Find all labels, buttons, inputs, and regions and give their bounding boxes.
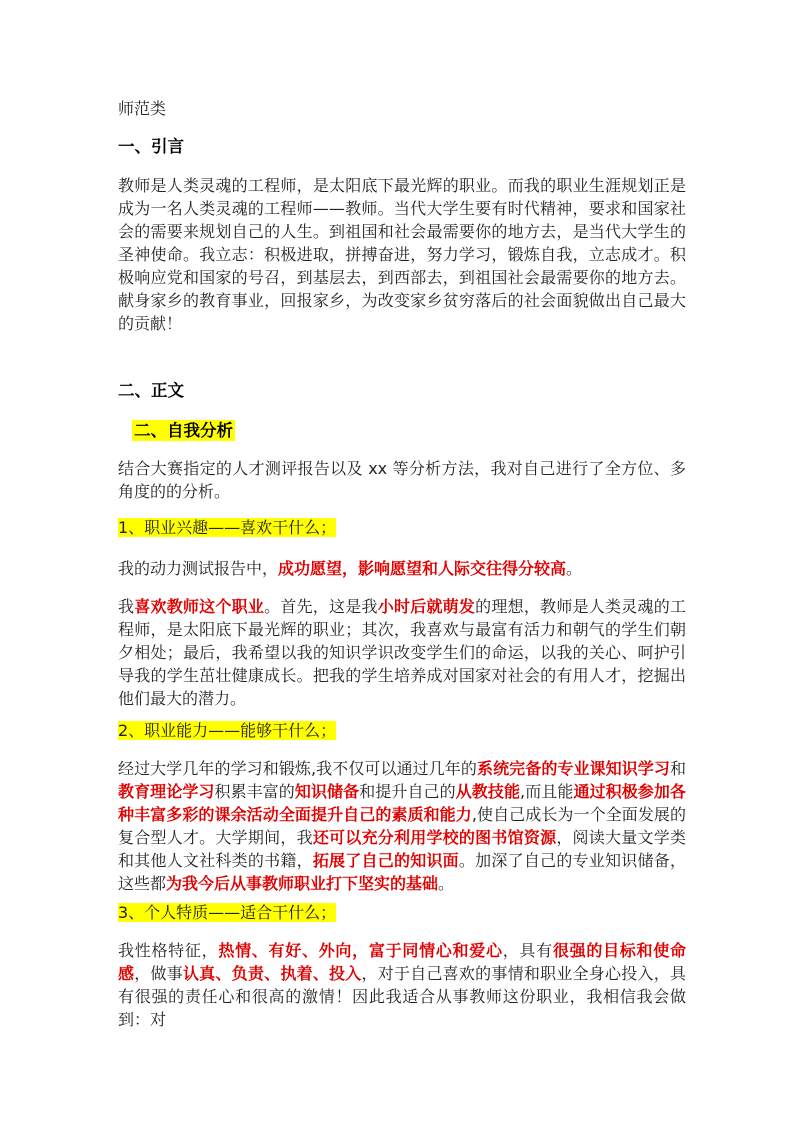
heading-self-analysis (132, 419, 235, 442)
document-category (118, 97, 686, 120)
emphasis-text: 还可以充分利用学校的图书馆资源 (312, 828, 557, 847)
section-title-text: 2、职业能力——能够干什么； (118, 721, 337, 740)
emphasis-text: 拓展了自己的知识面 (312, 851, 459, 870)
body-text: ，阅读大量文学类和其他人文社科类的书籍， (118, 828, 686, 870)
interest-paragraph-2 (118, 595, 686, 710)
heading-text: 一、引言 (118, 137, 184, 156)
body-text: 我性格特征， (118, 941, 219, 960)
traits-paragraph (118, 939, 686, 1031)
body-text: ,而且能 (520, 782, 574, 801)
intro-paragraph (118, 174, 686, 335)
section-interest-title (118, 516, 686, 539)
emphasis-text: 系统完备的专业课知识学习 (476, 759, 670, 778)
emphasis-text: 从教技能 (455, 782, 521, 801)
emphasis-text: 热情、有好、外向，富于同情心和爱心 (218, 941, 503, 960)
emphasis-text: 喜欢教师这个职业 (134, 597, 265, 616)
body-text: 经过大学几年的学习和锻炼,我不仅可以通过几年的 (118, 759, 477, 778)
emphasis-text: 为我今后从事教师职业打下坚实的基础 (166, 874, 439, 893)
emphasis-text: 通过积极参加各种丰富多彩的课余活动全面提升自己的素质和能力 (118, 782, 686, 824)
heading-text: 二、正文 (118, 381, 184, 400)
emphasis-text: 知识储备 (294, 782, 360, 801)
body-text: ，做事 (134, 964, 183, 983)
body-text: 。加深了自己的专业知识储备，这些都 (118, 851, 686, 893)
emphasis-text: 小时后就萌发 (377, 597, 476, 616)
section-title-text: 3、个人特质——适合干什么； (118, 903, 337, 922)
emphasis-text: 成功愿望，影响愿望和人际交往得分较高 (278, 559, 567, 578)
ability-paragraph (118, 757, 686, 895)
body-text: 结合大赛指定的人才测评报告以及 xx 等分析方法，我对自己进行了全方位、多角度的的分析。 (118, 459, 686, 501)
body-text: 。 (566, 559, 583, 578)
section-ability-title (118, 719, 686, 742)
section-traits-title (118, 901, 686, 924)
body-text: 的理想，教师是人类灵魂的工程师，是太阳底下最光辉的职业；其次，我喜欢与最富有活力和朝气的学生们朝夕相处；最后，我希望以我的知识学识改变学生们的命运，以我的关心、呵护引导我的学生茁壮健康成长。把我的学生培养成对国家对社会的有用人才，挖掘出他们最大的潜力。 (118, 597, 686, 708)
heading-introduction (118, 135, 686, 158)
emphasis-text: 教育理论学习 (118, 782, 215, 801)
heading-main-body (118, 379, 686, 402)
body-text: 教师是人类灵魂的工程师，是太阳底下最光辉的职业。而我的职业生涯规划正是成为一名人类灵魂的工程师——教师。当代大学生要有时代精神，要求和国家社会的需要来规划自己的人生。到祖国和社会最需要你的地方去，是当代大学生的圣神使命。我立志：积极进取，拼搏奋进，努力学习，锻炼自我，立志成才。积极响应党和国家的号召，到基层去，到西部去，到祖国社会最需要你的地方去。献身家乡的教育事业，回报家乡，为改变家乡贫穷落后的社会面貌做出自己最大的贡献！ (118, 176, 686, 333)
emphasis-text: 很强的目标和使命感 (118, 941, 686, 983)
body-text: 我的动力测试报告中， (118, 559, 279, 578)
emphasis-text: 认真、负责、执着、投入 (182, 964, 362, 983)
body-text: ，具有 (502, 941, 553, 960)
body-text: ，对于自己喜欢的事情和职业全身心投入，具有很强的责任心和很高的激情！因此我适合从事教师这份职业，我相信我会做到：对 (118, 964, 686, 1029)
body-text: 和 (669, 759, 686, 778)
body-text: 积累丰富的 (214, 782, 295, 801)
body-text: 。 (438, 874, 455, 893)
body-text: 和提升自己的 (359, 782, 456, 801)
section-title-text: 1、职业兴趣——喜欢干什么； (118, 518, 337, 537)
analysis-intro-paragraph (118, 457, 686, 503)
body-text: ,使自己成长为一个全面发展的复合型人才。大学期间，我 (118, 805, 686, 847)
interest-paragraph-1 (118, 557, 686, 580)
body-text: 我 (118, 597, 135, 616)
category-text: 师范类 (118, 99, 167, 118)
body-text: 。首先，这是我 (264, 597, 378, 616)
heading-text: 二、自我分析 (134, 421, 233, 440)
